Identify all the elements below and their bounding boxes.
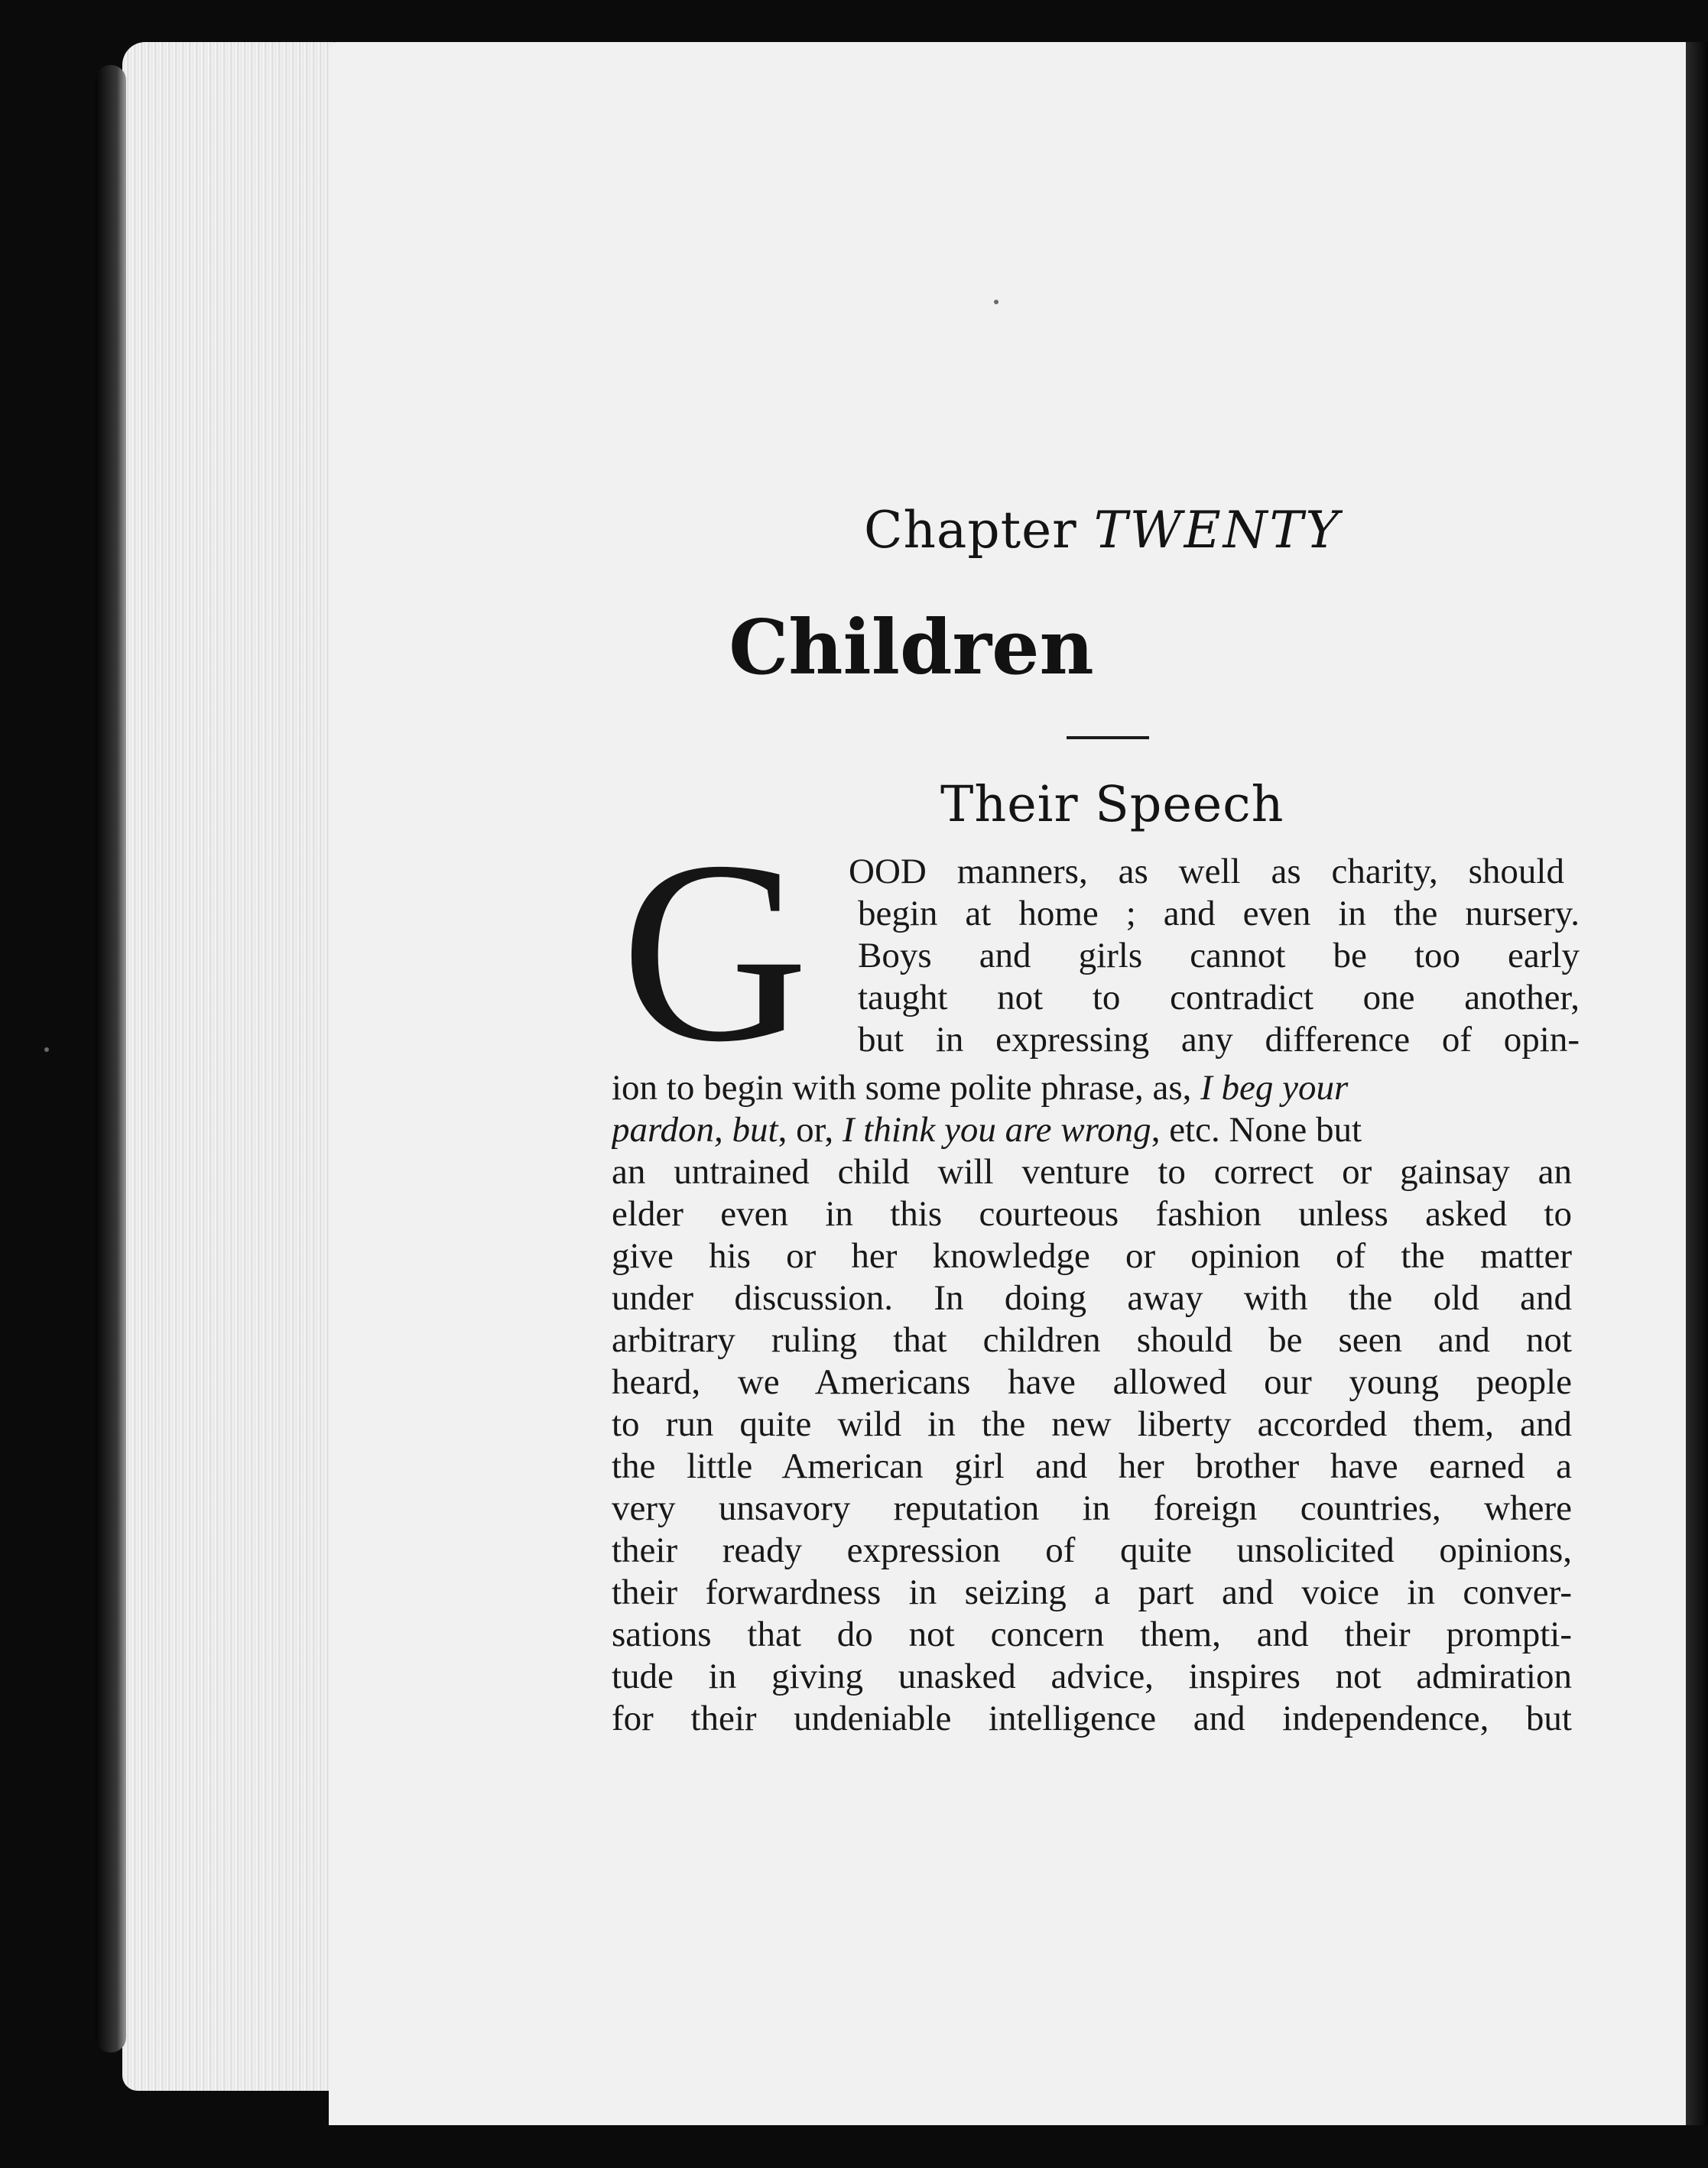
italic-phrase: I think you are wrong	[842, 1110, 1151, 1150]
text-line: heard, we Americans have allowed our young people	[612, 1362, 1572, 1402]
text-line: under discussion. In doing away with the old and	[612, 1278, 1572, 1318]
text-line: the little American girl and her brother have earned a	[612, 1446, 1572, 1486]
text-line: begin at home ; and even in the nursery.	[858, 894, 1580, 933]
text-line: an untrained child will venture to correct or gainsay an	[612, 1152, 1572, 1192]
text-line: Boys and girls cannot be too early	[858, 936, 1580, 975]
text-line: OOD manners, as well as charity, should	[849, 852, 1564, 891]
text-line: arbitrary ruling that children should be seen and not	[612, 1320, 1572, 1360]
text-line: for their undeniable intelligence and independence, but	[612, 1699, 1572, 1738]
text-line: give his or her knowledge or opinion of the matter	[612, 1236, 1572, 1276]
italic-phrase: I beg your	[1200, 1068, 1349, 1108]
text-line: their forwardness in seizing a part and voice in conver-	[612, 1572, 1572, 1612]
text-line: tude in giving unasked advice, inspires not admiration	[612, 1657, 1572, 1696]
drop-cap: G	[621, 807, 809, 1095]
text-line: but in expressing any difference of opin-	[858, 1020, 1580, 1060]
text-line: to run quite wild in the new liberty accorded them, and	[612, 1404, 1572, 1444]
chapter-title: Children	[729, 604, 1094, 692]
text-line: taught not to contradict one another,	[858, 978, 1580, 1017]
text-line: very unsavory reputation in foreign countries, where	[612, 1488, 1572, 1528]
section-title: Their Speech	[940, 776, 1284, 833]
text-fragment: , etc. None but	[1151, 1110, 1362, 1150]
text-line: elder even in this courteous fashion unless asked to	[612, 1194, 1572, 1234]
text-line	[612, 1066, 1580, 1109]
text-line: sations that do not concern them, and their prompti-	[612, 1615, 1572, 1654]
text-line: their ready expression of quite unsolicited opinions,	[612, 1530, 1572, 1570]
text-line	[612, 1108, 1580, 1151]
text-fragment: ion to begin with some polite phrase, as,	[612, 1068, 1201, 1108]
chapter-number: TWENTY	[1093, 501, 1342, 560]
chapter-label: Chapter	[864, 501, 1077, 560]
italic-phrase: pardon, but	[612, 1110, 778, 1150]
text-fragment: , or,	[778, 1110, 843, 1150]
